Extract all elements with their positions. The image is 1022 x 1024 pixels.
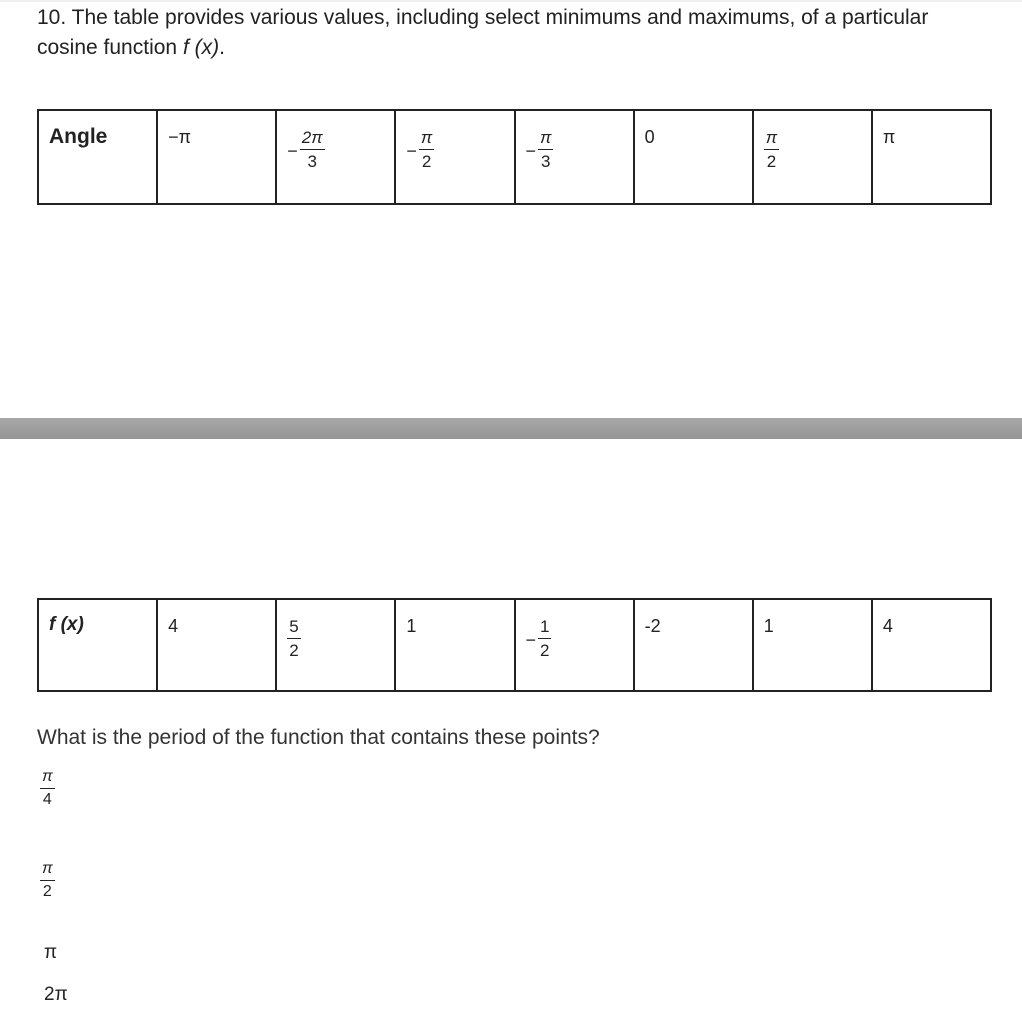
denominator: 2: [289, 641, 299, 660]
question-fx: f (x): [182, 36, 220, 59]
question-text: [37, 3, 987, 63]
fx-value: 1: [406, 616, 417, 636]
numerator: 2π: [301, 128, 323, 147]
minus-sign: −: [406, 141, 417, 161]
angle-cell-2: [276, 110, 395, 204]
fx-cell-3: [395, 599, 514, 691]
angle-cell-5: [634, 110, 753, 204]
question-prompt: What is the period of the function that contains these points?: [37, 726, 600, 749]
fx-cell-2: [276, 599, 395, 691]
question-tail: .: [219, 36, 225, 59]
numerator: π: [765, 128, 778, 147]
denominator: 2: [421, 152, 432, 171]
choice-label: π: [44, 942, 58, 963]
top-rule: [0, 0, 1022, 2]
fx-cell-6: [753, 599, 872, 691]
question-lead: 10. The table provides various values, including select minimums and maximums, of a particular cosine function: [37, 6, 929, 59]
fx-cell-7: [872, 599, 991, 691]
denominator: 2: [766, 152, 777, 171]
fx-value: 4: [882, 616, 893, 636]
choice-label: 2π: [44, 984, 68, 1005]
angle-header-cell: [38, 110, 157, 204]
angle-value: 0: [644, 127, 655, 147]
fx-table: [37, 598, 992, 692]
fx-header-cell: [38, 599, 157, 691]
fx-value: 4: [168, 616, 179, 636]
numerator: π: [420, 128, 433, 147]
choice-pi-over-2[interactable]: [40, 860, 55, 900]
choice-2pi[interactable]: [44, 984, 68, 1006]
angle-cell-4: [515, 110, 634, 204]
fraction: [538, 129, 553, 170]
fraction: [419, 129, 434, 170]
denominator: 4: [42, 791, 52, 808]
angle-cell-6: [753, 110, 872, 204]
fx-value: 1: [763, 616, 774, 636]
numerator: π: [42, 860, 53, 877]
fx-cell-1: [157, 599, 276, 691]
fraction: [287, 618, 300, 659]
fraction: [538, 618, 551, 659]
denominator: 3: [540, 152, 551, 171]
fraction: [764, 129, 779, 170]
angle-fraction: [406, 129, 434, 170]
angle-fraction: [287, 129, 324, 170]
fraction: [40, 861, 55, 900]
denominator: 2: [42, 883, 52, 900]
fx-fraction: [287, 618, 300, 659]
numerator: π: [540, 128, 552, 147]
angle-value: −π: [168, 127, 192, 147]
numerator: 5: [289, 617, 299, 636]
fraction: [40, 769, 55, 808]
choice-pi[interactable]: [44, 942, 57, 964]
numerator: 1: [540, 617, 550, 636]
angle-cell-1: [157, 110, 276, 204]
denominator: 2: [540, 641, 550, 660]
angle-fraction: [764, 129, 779, 170]
angle-cell-3: [395, 110, 514, 204]
angle-table: [37, 109, 992, 205]
numerator: π: [42, 768, 53, 785]
minus-sign: −: [287, 141, 298, 161]
angle-value: π: [882, 127, 896, 147]
angle-row: [38, 110, 991, 204]
choice-pi-over-4[interactable]: [40, 768, 55, 808]
denominator: 3: [307, 152, 317, 171]
angle-cell-7: [872, 110, 991, 204]
section-divider: [0, 418, 1022, 439]
fraction: [300, 129, 325, 170]
fx-row: [38, 599, 991, 691]
angle-header: Angle: [49, 125, 108, 148]
fx-value: -2: [644, 616, 661, 636]
fx-cell-5: [634, 599, 753, 691]
fx-cell-4: [515, 599, 634, 691]
fx-header: f (x): [49, 614, 84, 635]
angle-fraction: [526, 129, 554, 170]
minus-sign: −: [525, 630, 537, 650]
fx-fraction: [526, 618, 552, 659]
minus-sign: −: [525, 141, 537, 161]
